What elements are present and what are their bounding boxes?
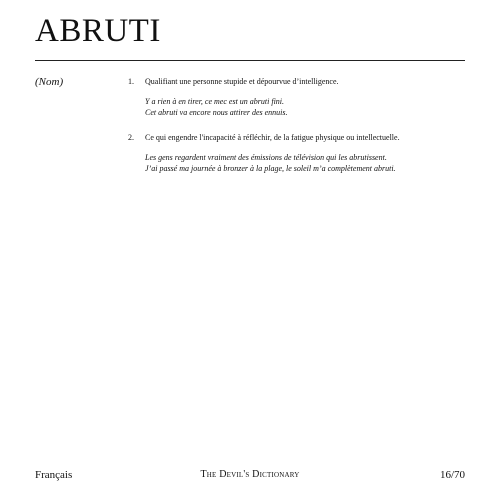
part-of-speech: (Nom) bbox=[35, 76, 64, 88]
page-number: 16/70 bbox=[439, 469, 465, 481]
definition-2 bbox=[128, 131, 468, 174]
example-sentence: Les gens regardent vraiment des émissions de télévision qui les abrutissent. bbox=[145, 153, 387, 162]
definition-number: 2. bbox=[128, 133, 134, 142]
page-footer bbox=[35, 467, 465, 483]
footer-book-title: The Devil's Dictionary bbox=[200, 469, 300, 480]
definition-number: 1. bbox=[128, 77, 134, 86]
example-sentence: Cet abruti va encore nous attirer des ennuis. bbox=[145, 108, 288, 117]
headword: ABRUTI bbox=[35, 13, 161, 49]
examples bbox=[145, 152, 468, 174]
footer-language: Français bbox=[35, 469, 73, 481]
example-sentence: J’ai passé ma journée à bronzer à la plage, le soleil m’a complètement abruti. bbox=[145, 164, 396, 173]
definition-text: Ce qui engendre l'incapacité à réfléchir, de la fatigue physique ou intellectuelle. bbox=[145, 133, 400, 142]
definitions-list bbox=[128, 75, 468, 187]
examples bbox=[145, 96, 468, 118]
title-divider bbox=[35, 60, 465, 61]
definition-text: Qualifiant une personne stupide et dépourvue d’intelligence. bbox=[145, 77, 339, 86]
definition-1 bbox=[128, 75, 468, 118]
example-sentence: Y a rien à en tirer, ce mec est un abruti fini. bbox=[145, 97, 285, 106]
